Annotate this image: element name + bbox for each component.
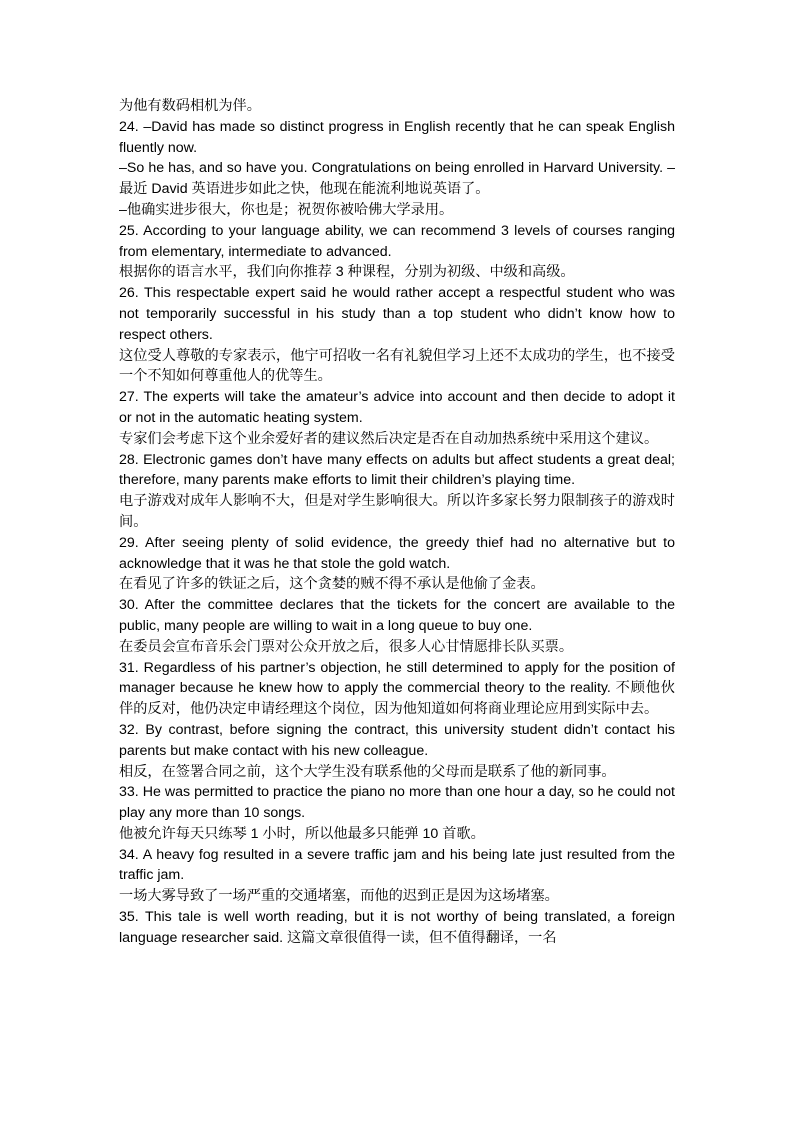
text-line: 29. After seeing plenty of solid evidence, the greedy thief had no alternative but to acknowledge that it was he that stole the gold watch. — [119, 534, 675, 572]
text-line: 25. According to your language ability, we can recommend 3 levels of courses ranging from elementary, intermediate to advanced. — [119, 222, 675, 260]
text-line: 31. Regardless of his partner’s objection, he still determined to apply for the position of manager because he knew how to apply the commercial theory to the reality. 不顾他伙伴的反对，他仍决定申请经理这个岗位，因为他知道如何将商业理论应用到实际中去。 — [119, 659, 675, 718]
text-line: 电子游戏对成年人影响不大，但是对学生影响很大。所以许多家长努力限制孩子的游戏时间。 — [119, 493, 675, 530]
text-line: –So he has, and so have you. Congratulations on being enrolled in Harvard University. –最近 David 英语进步如此之快，他现在能流利地说英语了。 — [119, 160, 675, 198]
text-line: 为他有数码相机为伴。 — [119, 98, 261, 114]
text-line: 这位受人尊敬的专家表示，他宁可招收一名有礼貌但学习上还不太成功的学生，也不接受一个不知如何尊重他人的优等生。 — [119, 347, 675, 385]
text-line: 34. A heavy fog resulted in a severe traffic jam and his being late just resulted from the traffic jam. — [119, 846, 675, 884]
text-line: 他被允许每天只练琴 1 小时，所以他最多只能弹 10 首歌。 — [119, 825, 485, 842]
text-line: 35. This tale is well worth reading, but it is not worthy of being translated, a foreign language researcher said. 这篇文章很值得一读，但不值得翻译，一名 — [119, 909, 675, 946]
text-line: 在看见了许多的铁证之后，这个贪婪的贼不得不承认是他偷了金表。 — [119, 576, 545, 593]
text-line: 专家们会考虑下这个业余爱好者的建议然后决定是否在自动加热系统中采用这个建议。 — [119, 430, 659, 447]
text-line: 26. This respectable expert said he would rather accept a respectful student who was not temporarily successful in his study than a top student who didn’t know how to respect others. — [119, 285, 675, 343]
document-body — [119, 96, 675, 949]
text-line: –他确实进步很大，你也是；祝贺你被哈佛大学录用。 — [119, 201, 454, 218]
text-line: 30. After the committee declares that the tickets for the concert are available to the public, many people are willing to wait in a long queue to buy one. — [119, 597, 675, 634]
text-line: 根据你的语言水平，我们向你推荐 3 种课程，分别为初级、中级和高级。 — [119, 264, 575, 281]
text-line: 27. The experts will take the amateur’s advice into account and then decide to adopt it or not in the automatic heating system. — [119, 389, 675, 426]
text-line: 24. –David has made so distinct progress in English recently that he can speak English fluently now. — [119, 118, 675, 156]
text-line: 一场大雾导致了一场严重的交通堵塞，而他的迟到正是因为这场堵塞。 — [119, 888, 559, 905]
text-line: 28. Electronic games don’t have many effects on adults but affect students a great deal; therefore, many parents make efforts to limit their children’s playing time. — [119, 451, 675, 489]
text-line: 33. He was permitted to practice the piano no more than one hour a day, so he could not play any more than 10 songs. — [119, 784, 675, 822]
text-line: 32. By contrast, before signing the contract, this university student didn’t contact his parents but make contact with his new colleague. — [119, 721, 675, 759]
text-line: 在委员会宣布音乐会门票对公众开放之后，很多人心甘情愿排长队买票。 — [119, 638, 574, 655]
text-line: 相反，在签署合同之前，这个大学生没有联系他的父母而是联系了他的新同事。 — [119, 763, 616, 780]
